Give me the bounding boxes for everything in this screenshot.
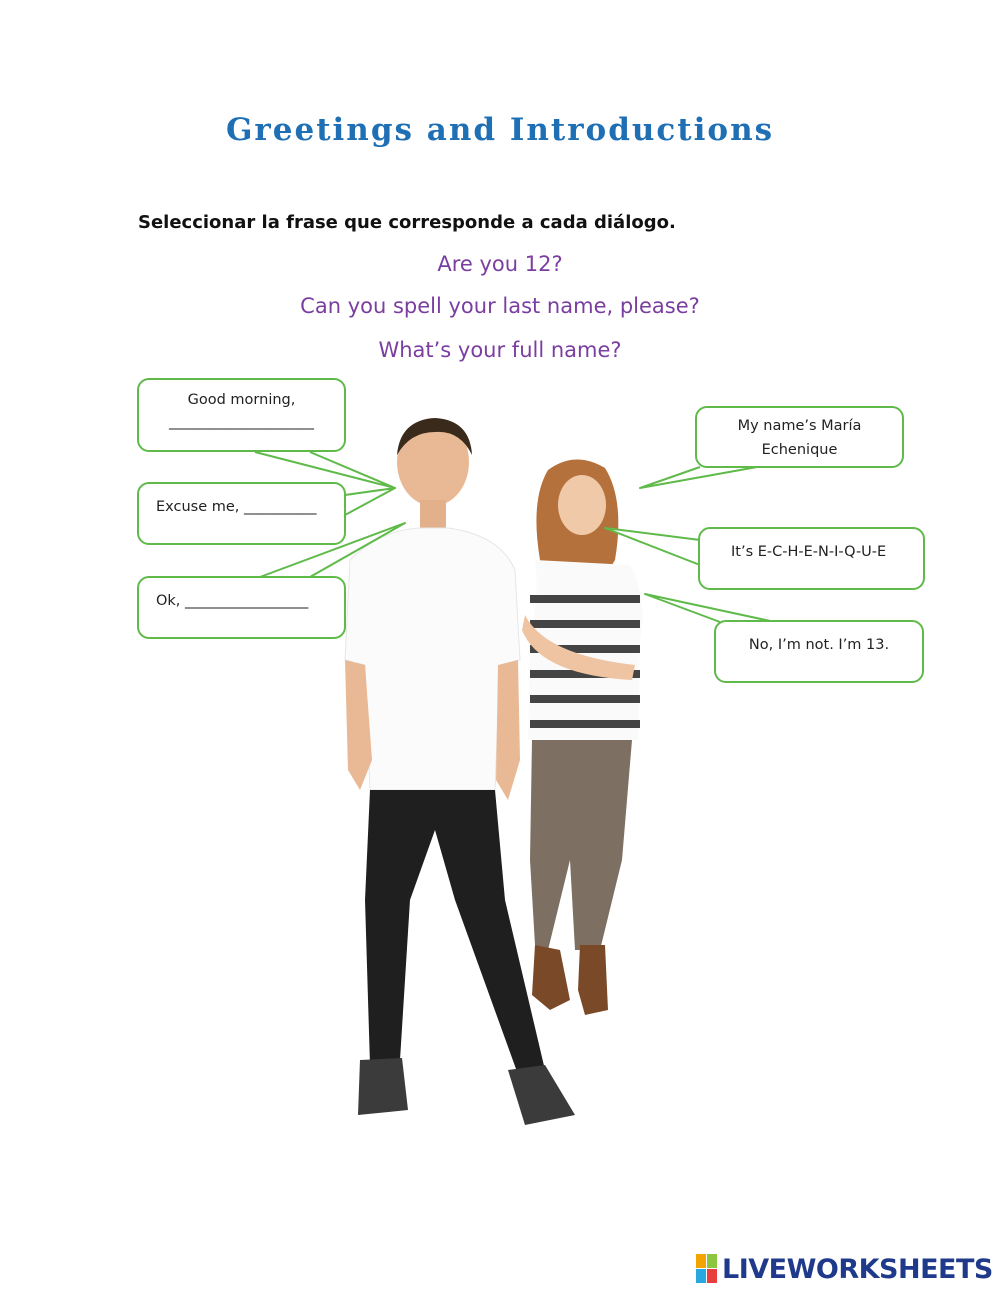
option-phrase-2[interactable]: Can you spell your last name, please? <box>300 294 700 318</box>
option-phrase-1[interactable]: Are you 12? <box>437 252 563 276</box>
instruction-text: Seleccionar la frase que corresponde a cada diálogo. <box>138 212 676 233</box>
boy-bubble-greeting-blank[interactable]: ____________________ <box>169 414 314 430</box>
girl-bubble-name-line2: Echenique <box>761 442 838 458</box>
girl-bubble-age <box>714 620 924 683</box>
boy-bubble-ok <box>137 576 346 639</box>
boy-bubble-greeting <box>137 378 346 452</box>
girl-bubble-spell <box>698 527 925 590</box>
girl-bubble-name <box>695 406 904 468</box>
page-title: Greetings and Introductions <box>225 112 775 148</box>
boy-bubble-ok-text[interactable]: Ok, _________________ <box>156 593 309 609</box>
liveworksheets-logo-text: LIVEWORKSHEETS <box>722 1253 993 1285</box>
option-phrase-3[interactable]: What’s your full name? <box>378 338 622 362</box>
girl-bubble-name-line1: My name’s María <box>737 418 862 434</box>
boy-bubble-excuse <box>137 482 346 545</box>
boy-bubble-greeting-line1: Good morning, <box>187 392 296 408</box>
girl-bubble-age-text: No, I’m not. I’m 13. <box>748 637 890 653</box>
boy-bubble-excuse-text[interactable]: Excuse me, __________ <box>156 499 317 515</box>
girl-bubble-spell-text: It’s E-C-H-E-N-I-Q-U-E <box>731 544 887 560</box>
